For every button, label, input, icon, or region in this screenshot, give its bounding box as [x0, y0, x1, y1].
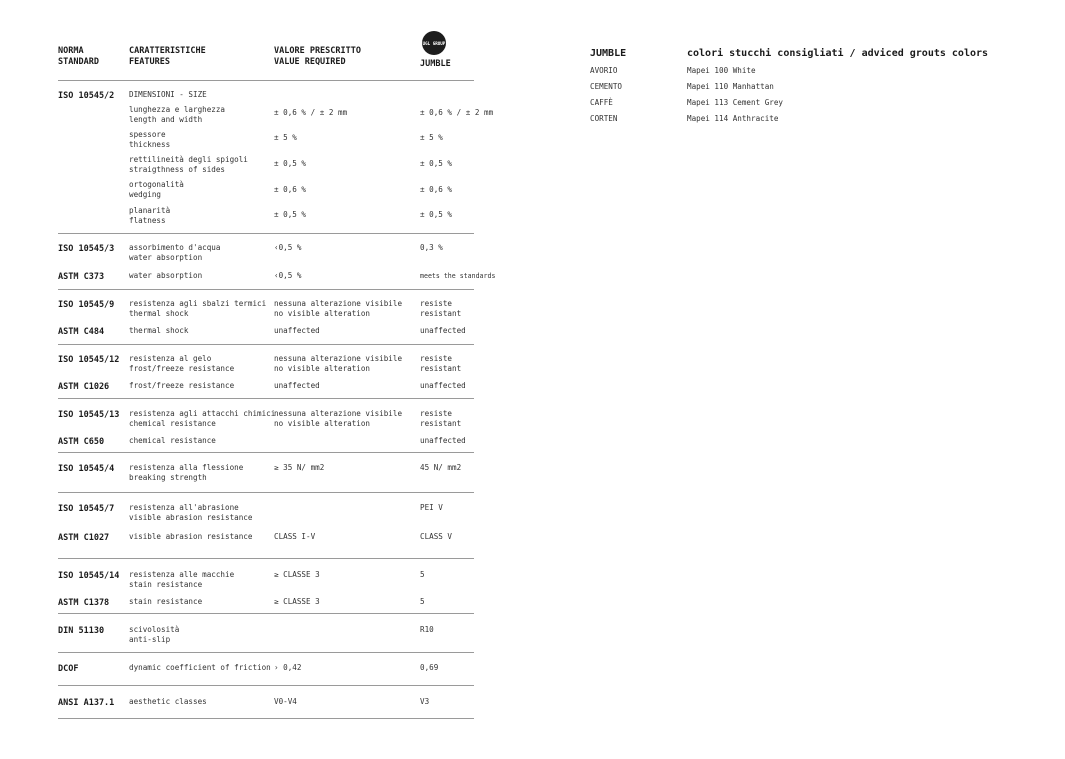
feature-label: visible abrasion resistance — [129, 532, 253, 541]
required-value: ± 5 % — [274, 133, 297, 142]
standard-code: ASTM C650 — [58, 437, 105, 447]
feature-label: ortogonalità wedging — [129, 180, 184, 199]
standard-code: ISO 10545/7 — [58, 504, 115, 514]
divider — [58, 80, 474, 81]
product-value: ± 0,6 % / ± 2 mm — [420, 108, 494, 117]
product-value: 0,69 — [420, 663, 439, 672]
required-value: ≥ CLASSE 3 — [274, 570, 320, 579]
required-value: nessuna alterazione visibile no visible alteration — [274, 299, 403, 318]
required-value: V0-V4 — [274, 697, 297, 706]
divider — [58, 685, 474, 686]
feature-label: rettilineità degli spigoli straigthness of sides — [129, 155, 248, 174]
product-value: ± 0,5 % — [420, 159, 453, 168]
product-value: R10 — [420, 625, 434, 634]
standard-code: DIN 51130 — [58, 626, 105, 636]
required-value: › 0,42 — [274, 663, 302, 672]
header-standard: NORMA STANDARD — [58, 46, 99, 67]
product-value: unaffected — [420, 326, 466, 335]
standard-code: ASTM C1378 — [58, 598, 110, 608]
grout-value: Mapei 100 White — [687, 66, 756, 75]
standard-code: ASTM C373 — [58, 272, 105, 282]
required-value: ≥ 35 N/ mm2 — [274, 463, 325, 472]
feature-label: resistenza agli attacchi chimici chemical resistance — [129, 409, 276, 428]
divider — [58, 652, 474, 653]
feature-label: scivolosità anti-slip — [129, 625, 180, 644]
divider — [58, 344, 474, 345]
required-value: ± 0,6 % — [274, 185, 307, 194]
header-features: CARATTERISTICHE FEATURES — [129, 46, 206, 67]
header-product: JUMBLE — [420, 59, 451, 69]
standard-code: ISO 10545/12 — [58, 355, 120, 365]
standard-code: ISO 10545/13 — [58, 410, 120, 420]
required-value: unaffected — [274, 326, 320, 335]
feature-label: planarità flatness — [129, 206, 171, 225]
required-value: ± 0,5 % — [274, 210, 307, 219]
feature-label: DIMENSIONI - SIZE — [129, 90, 207, 99]
feature-label: spessore thickness — [129, 130, 171, 149]
divider — [58, 233, 474, 234]
grout-color-name: CEMENTO — [590, 82, 623, 91]
product-value: CLASS V — [420, 532, 453, 541]
product-value: PEI V — [420, 503, 443, 512]
required-value: ‹0,5 % — [274, 243, 302, 252]
product-value: resiste resistant — [420, 354, 462, 373]
divider — [58, 398, 474, 399]
divider — [58, 718, 474, 719]
standard-code: ISO 10545/9 — [58, 300, 115, 310]
product-value: 45 N/ mm2 — [420, 463, 462, 472]
feature-label: lunghezza e larghezza length and width — [129, 105, 226, 124]
feature-label: assorbimento d'acqua water absorption — [129, 243, 221, 262]
feature-label: chemical resistance — [129, 436, 216, 445]
required-value: ‹0,5 % — [274, 271, 302, 280]
divider — [58, 492, 474, 493]
product-value: unaffected — [420, 436, 466, 445]
product-value: 0,3 % — [420, 243, 443, 252]
header-required: VALORE PRESCRITTO VALUE REQUIRED — [274, 46, 361, 67]
product-value: V3 — [420, 697, 430, 706]
standard-code: ANSI A137.1 — [58, 698, 115, 708]
grouts-title: colori stucchi consigliati / adviced grouts colors — [687, 48, 989, 59]
grout-value: Mapei 114 Anthracite — [687, 114, 779, 123]
divider — [58, 452, 474, 453]
grouts-product-title: JUMBLE — [590, 48, 627, 59]
standard-code: ISO 10545/3 — [58, 244, 115, 254]
divider — [58, 558, 474, 559]
divider — [58, 613, 474, 614]
grout-color-name: CAFFÈ — [590, 98, 613, 107]
standard-code: ISO 10545/4 — [58, 464, 115, 474]
standard-code: ASTM C484 — [58, 327, 105, 337]
product-value: ± 0,6 % — [420, 185, 453, 194]
feature-label: resistenza alle macchie stain resistance — [129, 570, 235, 589]
grout-color-name: AVORIO — [590, 66, 618, 75]
grout-value: Mapei 113 Cement Grey — [687, 98, 784, 107]
standard-code: DCOF — [58, 664, 79, 674]
product-value: 5 — [420, 570, 425, 579]
grout-color-name: CORTEN — [590, 114, 618, 123]
product-value: ± 5 % — [420, 133, 443, 142]
brand-logo: UGL GROUP — [422, 31, 446, 55]
product-value: unaffected — [420, 381, 466, 390]
feature-label: water absorption — [129, 271, 203, 280]
feature-label: resistenza agli sbalzi termici thermal shock — [129, 299, 267, 318]
required-value: CLASS I-V — [274, 532, 316, 541]
standard-code: ASTM C1027 — [58, 533, 110, 543]
standard-code: ISO 10545/2 — [58, 91, 115, 101]
standard-code: ASTM C1026 — [58, 382, 110, 392]
required-value: ± 0,6 % / ± 2 mm — [274, 108, 348, 117]
standard-code: ISO 10545/14 — [58, 571, 120, 581]
feature-label: aesthetic classes — [129, 697, 207, 706]
required-value: unaffected — [274, 381, 320, 390]
feature-label: resistenza al gelo frost/freeze resistance — [129, 354, 235, 373]
product-value: resiste resistant — [420, 299, 462, 318]
required-value: nessuna alterazione visibile no visible alteration — [274, 409, 403, 428]
product-value: resiste resistant — [420, 409, 462, 428]
feature-label: thermal shock — [129, 326, 189, 335]
product-value: meets the standards — [420, 272, 496, 280]
required-value: nessuna alterazione visibile no visible alteration — [274, 354, 403, 373]
feature-label: resistenza alla flessione breaking strength — [129, 463, 244, 482]
required-value: ± 0,5 % — [274, 159, 307, 168]
feature-label: stain resistance — [129, 597, 203, 606]
required-value: ≥ CLASSE 3 — [274, 597, 320, 606]
feature-label: resistenza all'abrasione visible abrasion resistance — [129, 503, 253, 522]
feature-label: frost/freeze resistance — [129, 381, 235, 390]
divider — [58, 289, 474, 290]
product-value: 5 — [420, 597, 425, 606]
product-value: ± 0,5 % — [420, 210, 453, 219]
feature-label: dynamic coefficient of friction — [129, 663, 271, 672]
grout-value: Mapei 110 Manhattan — [687, 82, 774, 91]
